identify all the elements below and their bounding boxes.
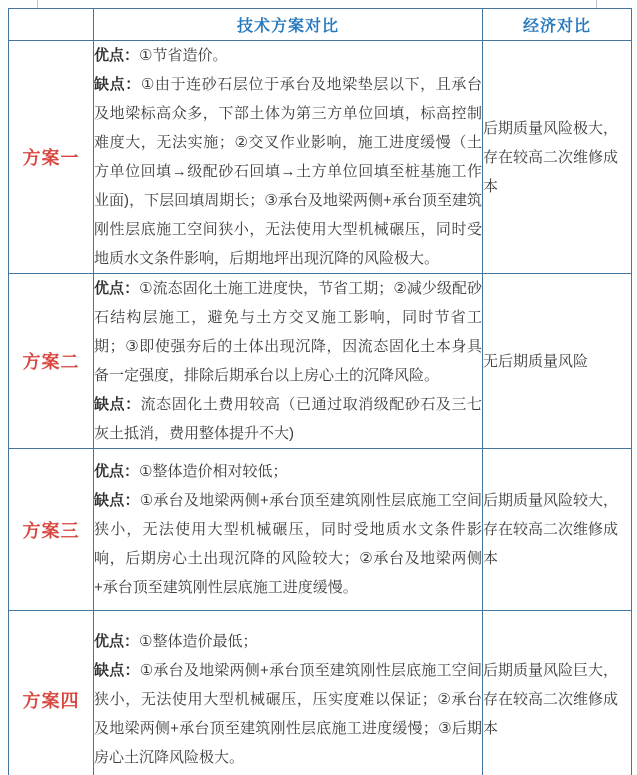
scheme-4-pros-paragraph [94, 627, 482, 656]
scheme-2-technical-cell [94, 274, 483, 449]
table-row-scheme-3 [9, 449, 632, 611]
scheme-3-label: 方案三 [9, 449, 94, 611]
table-row-scheme-2 [9, 274, 632, 449]
header-scheme-cell [9, 9, 94, 41]
scheme-comparison-table [8, 8, 632, 775]
cons-text: 流态固化土费用较高（已通过取消级配砂石及三七灰土抵消，费用整体提升不大) [94, 396, 482, 442]
cons-text: ①承台及地梁两侧+承台顶至建筑刚性层底施工空间狭小，无法使用大型机械碾压，压实度难以保证；②承台及地梁两侧+承台顶至建筑刚性层底施工进度缓慢；③后期房心土沉降风险极大。 [94, 662, 482, 766]
table-row-scheme-1 [9, 41, 632, 274]
scheme-4-label: 方案四 [9, 611, 94, 775]
cons-label: 缺点： [94, 492, 140, 509]
scheme-1-economic-cell: 后期质量风险极大，存在较高二次维修成本 [483, 41, 632, 274]
cons-label: 缺点： [94, 662, 140, 679]
scheme-2-economic-cell: 无后期质量风险 [483, 274, 632, 449]
scheme-1-cons-paragraph [94, 70, 482, 273]
scheme-4-cons-paragraph [94, 656, 482, 772]
scheme-3-economic-cell: 后期质量风险较大，存在较高二次维修成本 [483, 449, 632, 611]
header-technical-comparison: 技术方案对比 [94, 9, 483, 41]
pros-text: ①整体造价最低； [139, 633, 258, 650]
scheme-2-cons-paragraph [94, 390, 482, 448]
scheme-4-technical-cell [94, 611, 483, 775]
pros-label: 优点： [94, 47, 140, 64]
pros-label: 优点： [94, 280, 140, 297]
header-economic-comparison: 经济对比 [483, 9, 632, 41]
scheme-2-pros-paragraph [94, 274, 482, 390]
scheme-3-pros-paragraph [94, 457, 482, 486]
pros-text: ①整体造价相对较低； [139, 463, 288, 480]
scheme-1-label: 方案一 [9, 41, 94, 274]
crop-artifact-line-right [596, 0, 597, 8]
scheme-4-economic-cell: 后期质量风险巨大，存在较高二次维修成本 [483, 611, 632, 775]
cons-text: ①由于连砂石层位于承台及地梁垫层以下，且承台及地梁标高众多，下部土体为第三方单位回填，标高控制难度大，无法实施；②交叉作业影响，施工进度缓慢（土方单位回填→级配砂石回填→土方单位回填至桩基施工作业面)，下层回填周期长；③承台及地梁两侧+承台顶至建筑刚性层底施工空间狭小，无法使用大型机械碾压，同时受地质水文条件影响，后期地坪出现沉降的风险极大。 [94, 76, 482, 267]
table-header-row [9, 9, 632, 41]
pros-text: ①节省造价。 [139, 47, 228, 64]
pros-label: 优点： [94, 633, 140, 650]
table-row-scheme-4 [9, 611, 632, 775]
scheme-3-cons-paragraph [94, 486, 482, 602]
scheme-3-technical-cell [94, 449, 483, 611]
cons-label: 缺点： [94, 76, 141, 93]
cons-text: ①承台及地梁两侧+承台顶至建筑刚性层底施工空间狭小，无法使用大型机械碾压，同时受地质水文条件影响，后期房心土出现沉降的风险较大；②承台及地梁两侧+承台顶至建筑刚性层底施工进度缓慢。 [94, 492, 482, 596]
cons-label: 缺点： [94, 396, 141, 413]
pros-text: ①流态固化土施工进度快，节省工期；②减少级配砂石结构层施工，避免与土方交叉施工影响，同时节省工期；③即使强夯后的土体出现沉降，因流态固化土本身具备一定强度，排除后期承台以上房心土的沉降风险。 [94, 280, 482, 384]
scheme-1-pros-paragraph [94, 41, 482, 70]
crop-artifact-line-left [37, 0, 38, 8]
pros-label: 优点： [94, 463, 140, 480]
scheme-2-label: 方案二 [9, 274, 94, 449]
scheme-1-technical-cell [94, 41, 483, 274]
